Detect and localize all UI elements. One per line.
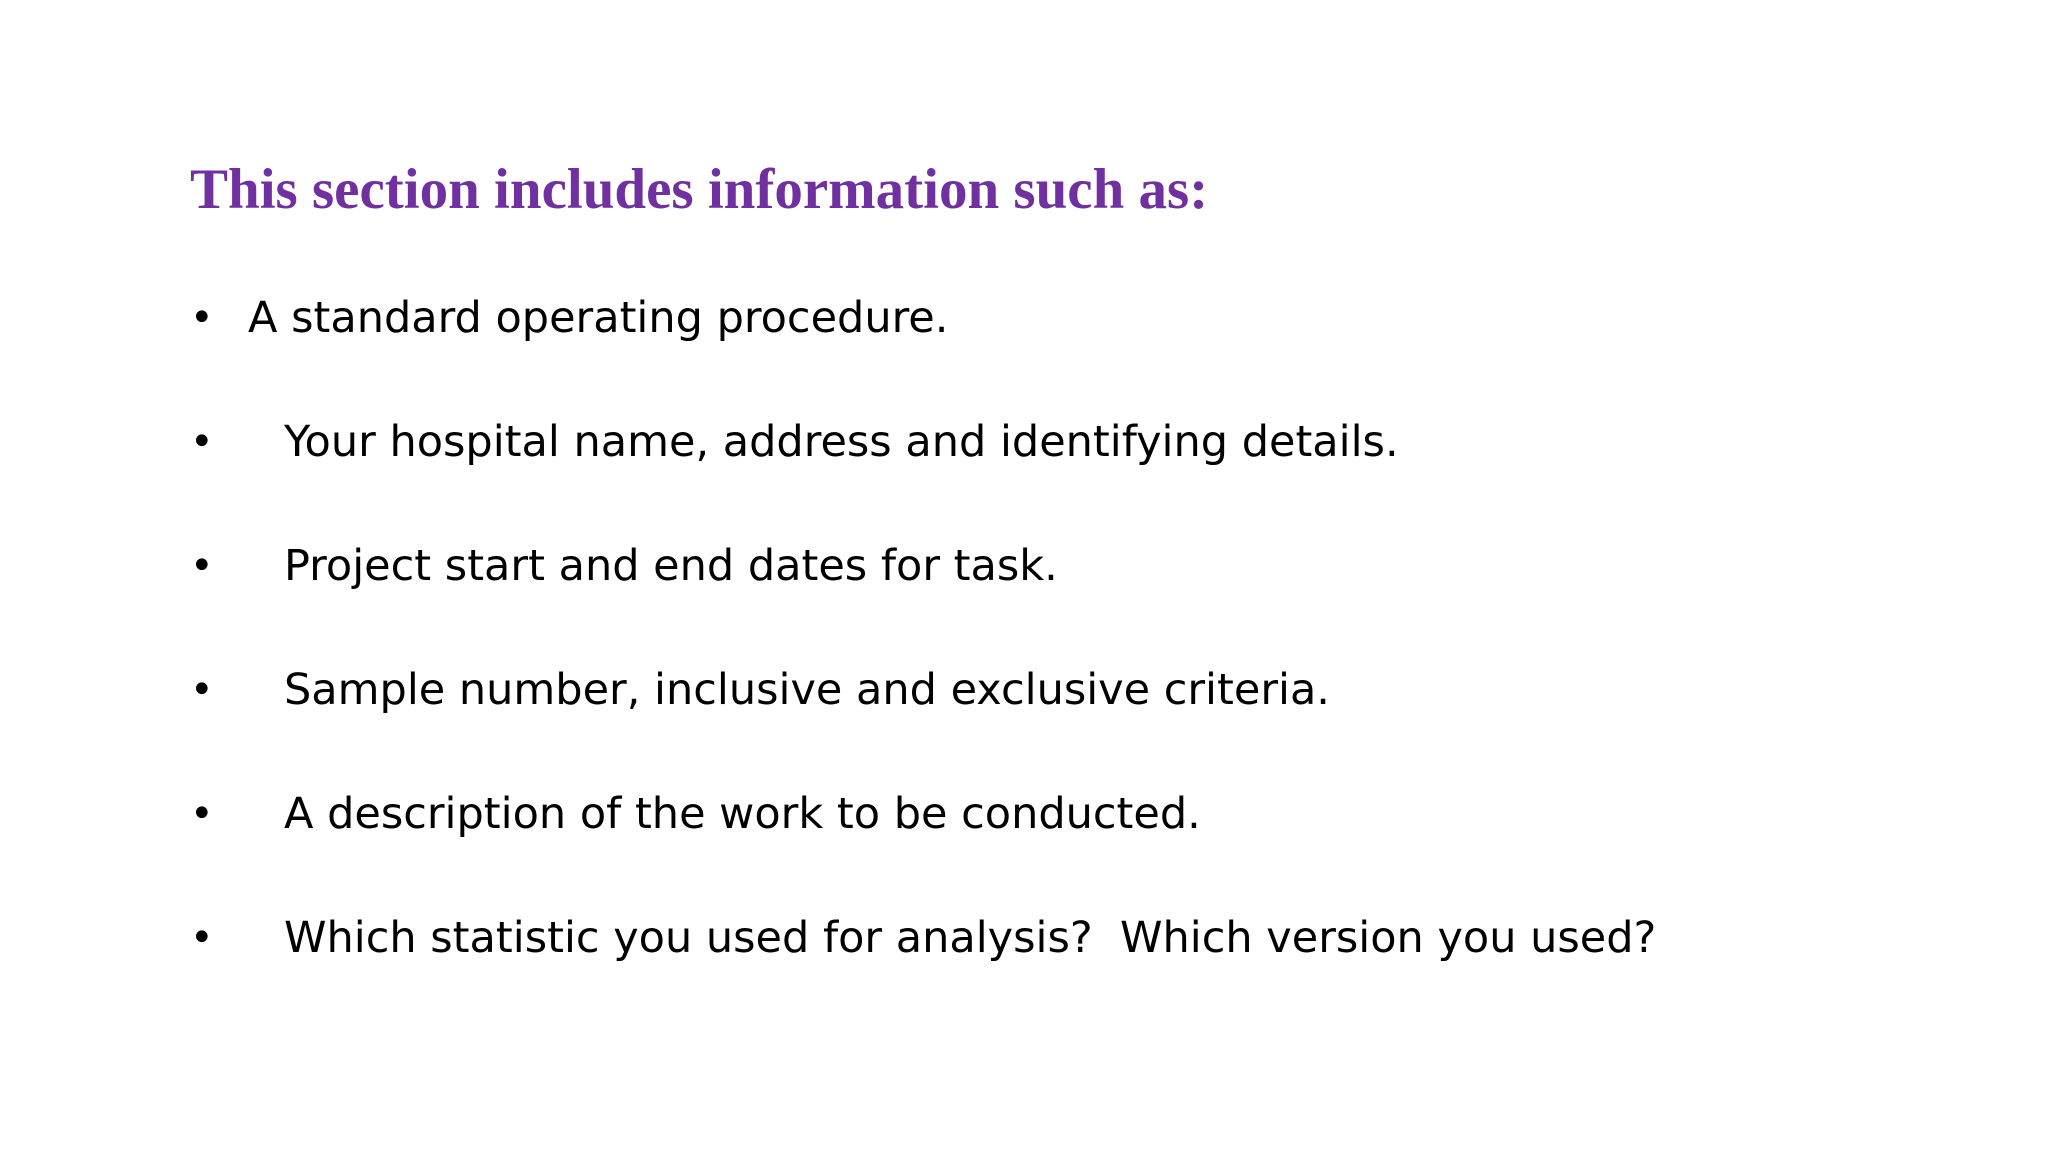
bullet-icon: • <box>190 791 214 837</box>
bullet-icon: • <box>190 667 214 713</box>
list-item <box>190 531 1058 655</box>
bullet-text: Project start and end dates for task. <box>284 541 1058 591</box>
bullet-icon: • <box>190 295 214 341</box>
bullet-text: A description of the work to be conducted. <box>284 789 1201 839</box>
bullet-text: Which statistic you used for analysis? Which version you used? <box>284 913 1657 963</box>
list-item <box>190 283 949 407</box>
list-item <box>190 903 1657 1027</box>
slide-title: This section includes information such as: <box>190 158 1209 221</box>
bullet-icon: • <box>190 915 214 961</box>
bullet-icon: • <box>190 419 214 465</box>
list-item <box>190 779 1201 903</box>
list-item <box>190 407 1399 531</box>
bullet-list <box>190 283 1657 1027</box>
list-item <box>190 655 1330 779</box>
bullet-text: Your hospital name, address and identifying details. <box>284 417 1399 467</box>
bullet-text: A standard operating procedure. <box>248 293 949 343</box>
bullet-text: Sample number, inclusive and exclusive criteria. <box>284 665 1330 715</box>
bullet-icon: • <box>190 543 214 589</box>
